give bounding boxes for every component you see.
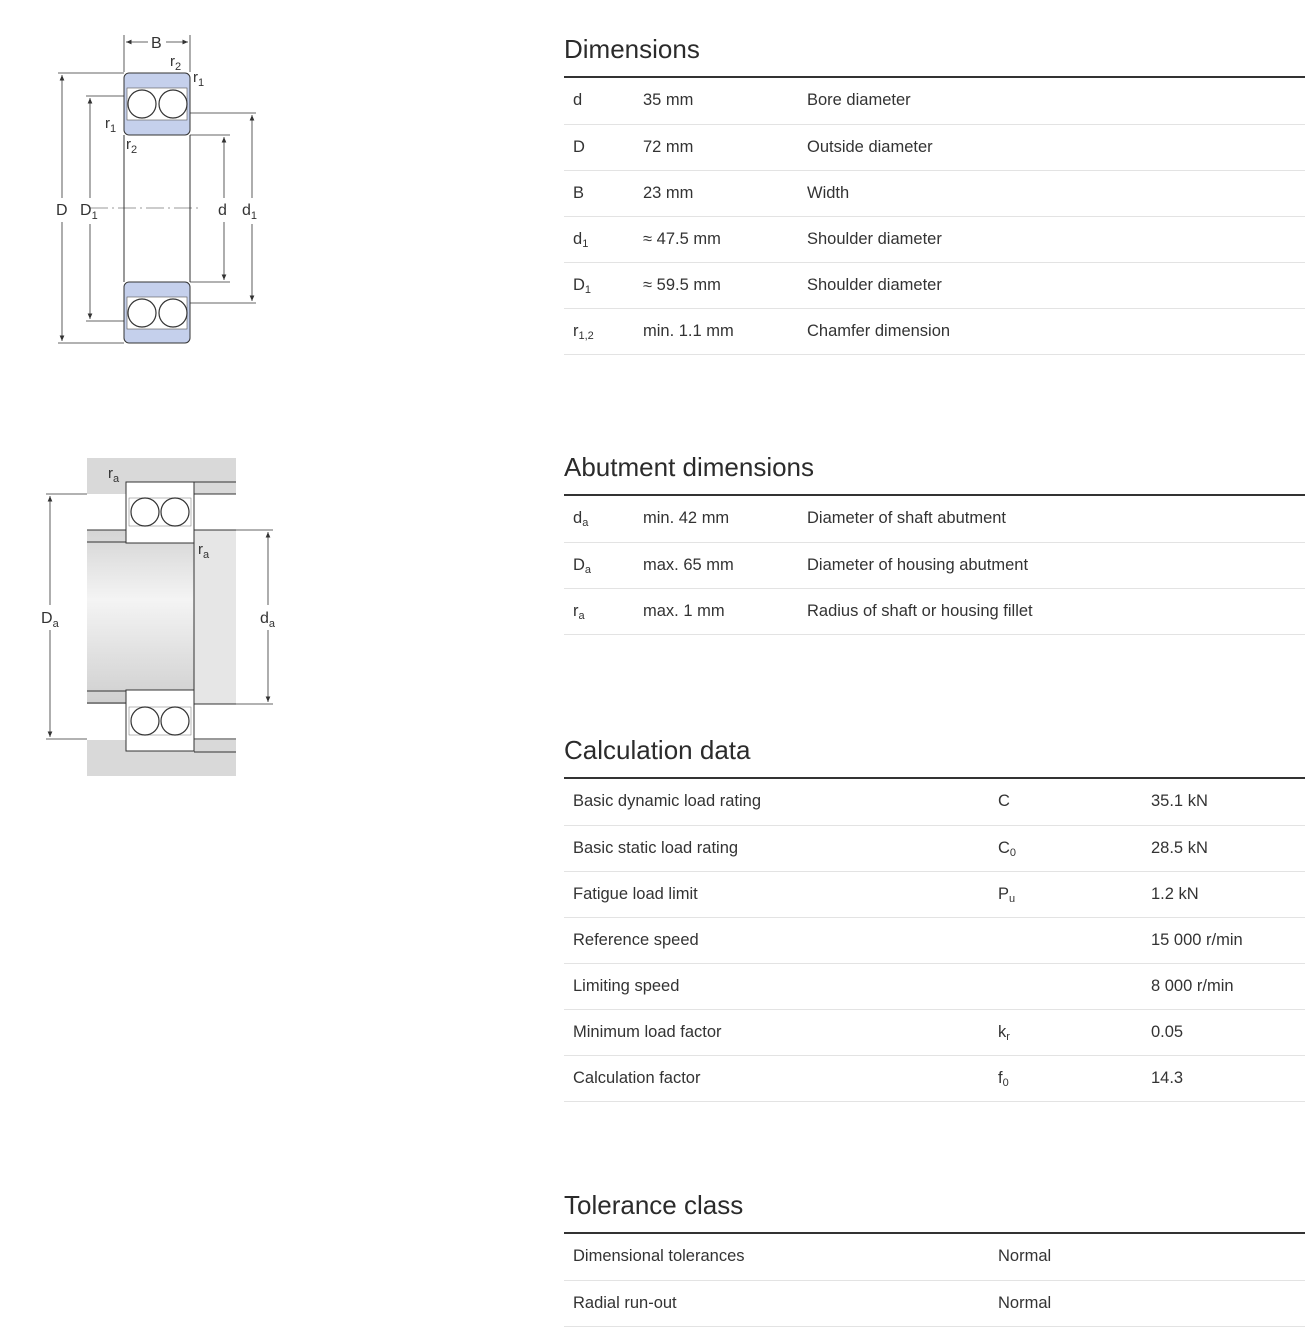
section-title: Dimensions	[564, 32, 1305, 78]
label-B: B	[151, 35, 162, 52]
table-row	[564, 262, 1305, 308]
symbol-subscript: a	[584, 563, 592, 576]
symbol-cell	[564, 588, 634, 634]
tolerance-table	[564, 1234, 1305, 1327]
abutment-section	[564, 450, 1305, 635]
value-cell: 35.1 kN	[1142, 779, 1305, 825]
symbol-subscript: u	[1009, 892, 1016, 905]
value-cell: 8 000 r/min	[1142, 963, 1305, 1009]
value-cell: ≈ 59.5 mm	[634, 262, 798, 308]
symbol-subscript: r	[1006, 1030, 1010, 1043]
label-r2-top: $r_2$	[170, 53, 182, 73]
label-cell: Reference speed	[564, 917, 989, 963]
label-cell: Radial run-out	[564, 1280, 989, 1326]
symbol: C	[998, 792, 1010, 811]
label-cell: Fatigue load limit	[564, 871, 989, 917]
label-cell: Calculation factor	[564, 1055, 989, 1101]
symbol: D	[573, 275, 585, 294]
symbol: r	[573, 321, 579, 340]
symbol: d	[573, 509, 583, 528]
value-cell: 14.3	[1142, 1055, 1305, 1101]
value-cell: min. 1.1 mm	[634, 308, 798, 354]
symbol-cell	[989, 779, 1142, 825]
symbol: P	[998, 884, 1010, 903]
description-cell: Shoulder diameter	[798, 262, 1305, 308]
description-cell: Shoulder diameter	[798, 216, 1305, 262]
value-cell: 35 mm	[634, 78, 798, 124]
value-cell: 72 mm	[634, 124, 798, 170]
symbol-cell	[989, 825, 1142, 871]
symbol: k	[998, 1022, 1007, 1041]
table-row	[564, 78, 1305, 124]
label-D1: $D_1$	[80, 202, 98, 222]
label-ra-top: $r_a$	[108, 465, 120, 485]
value-cell: 28.5 kN	[1142, 825, 1305, 871]
symbol-subscript: a	[582, 517, 589, 530]
value-cell: 15 000 r/min	[1142, 917, 1305, 963]
symbol: D	[573, 555, 585, 574]
symbol: C	[998, 838, 1010, 857]
symbol-subscript: 1,2	[578, 329, 594, 342]
value-cell: 23 mm	[634, 170, 798, 216]
description-cell: Bore diameter	[798, 78, 1305, 124]
label-r1-left: $r_1$	[105, 115, 117, 135]
value-cell: 1.2 kN	[1142, 871, 1305, 917]
value-cell: max. 1 mm	[634, 588, 798, 634]
label-D: D	[56, 202, 68, 219]
symbol-cell	[564, 262, 634, 308]
value-cell: ≈ 47.5 mm	[634, 216, 798, 262]
symbol-subscript: a	[578, 609, 585, 622]
dimensions-table	[564, 78, 1305, 355]
calculation-section	[564, 733, 1305, 1102]
table-row	[564, 871, 1305, 917]
label-d: d	[218, 202, 227, 219]
symbol-cell	[989, 871, 1142, 917]
description-cell: Outside diameter	[798, 124, 1305, 170]
table-row	[564, 124, 1305, 170]
label-cell: Basic dynamic load rating	[564, 779, 989, 825]
symbol: f	[998, 1068, 1003, 1087]
section-title: Calculation data	[564, 733, 1305, 779]
symbol: d	[573, 91, 583, 110]
table-row	[564, 917, 1305, 963]
value-cell: max. 65 mm	[634, 542, 798, 588]
value-cell: min. 42 mm	[634, 496, 798, 542]
bearing-dimensions-drawing	[0, 0, 300, 380]
table-row	[564, 1009, 1305, 1055]
table-row	[564, 496, 1305, 542]
table-row	[564, 170, 1305, 216]
abutment-dimensions-drawing	[0, 440, 300, 790]
description-cell: Radius of shaft or housing fillet	[798, 588, 1305, 634]
table-row	[564, 216, 1305, 262]
symbol-subscript: 0	[1002, 1076, 1009, 1089]
symbol-subscript: 0	[1009, 846, 1017, 859]
symbol-cell	[989, 1009, 1142, 1055]
label-Da: $D_a$	[41, 610, 59, 630]
table-row	[564, 1280, 1305, 1326]
label-r1-top: $r_1$	[193, 69, 205, 89]
symbol-cell	[989, 917, 1142, 963]
symbol-subscript: 1	[584, 283, 592, 296]
symbol-cell	[564, 216, 634, 262]
label-cell: Limiting speed	[564, 963, 989, 1009]
label-d1: $d_1$	[242, 202, 258, 222]
value-cell: 0.05	[1142, 1009, 1305, 1055]
symbol-subscript: 1	[582, 237, 589, 250]
symbol: B	[573, 183, 585, 202]
symbol-cell	[989, 963, 1142, 1009]
symbol-cell	[564, 308, 634, 354]
label-cell: Basic static load rating	[564, 825, 989, 871]
symbol: D	[573, 137, 585, 156]
section-title: Abutment dimensions	[564, 450, 1305, 496]
symbol-cell	[989, 1055, 1142, 1101]
description-cell: Diameter of shaft abutment	[798, 496, 1305, 542]
section-title: Tolerance class	[564, 1188, 1305, 1234]
symbol-cell	[564, 542, 634, 588]
label-cell: Dimensional tolerances	[564, 1234, 989, 1280]
tolerance-section	[564, 1188, 1305, 1327]
symbol-cell	[564, 124, 634, 170]
description-cell: Width	[798, 170, 1305, 216]
symbol-cell	[564, 170, 634, 216]
value-cell: Normal	[989, 1280, 1305, 1326]
description-cell: Diameter of housing abutment	[798, 542, 1305, 588]
label-da: $d_a$	[260, 610, 276, 630]
table-row	[564, 1234, 1305, 1280]
symbol-cell	[564, 78, 634, 124]
symbol: r	[573, 601, 579, 620]
symbol: d	[573, 229, 583, 248]
table-row	[564, 779, 1305, 825]
calculation-table	[564, 779, 1305, 1102]
abutment-table	[564, 496, 1305, 635]
label-ra-mid: $r_a$	[198, 541, 210, 561]
description-cell: Chamfer dimension	[798, 308, 1305, 354]
label-r2-left: $r_2$	[126, 136, 138, 156]
label-cell: Minimum load factor	[564, 1009, 989, 1055]
symbol-cell	[564, 496, 634, 542]
table-row	[564, 963, 1305, 1009]
table-row	[564, 308, 1305, 354]
table-row	[564, 825, 1305, 871]
table-row	[564, 588, 1305, 634]
table-row	[564, 1055, 1305, 1101]
value-cell: Normal	[989, 1234, 1305, 1280]
table-row	[564, 542, 1305, 588]
dimensions-section	[564, 32, 1305, 355]
